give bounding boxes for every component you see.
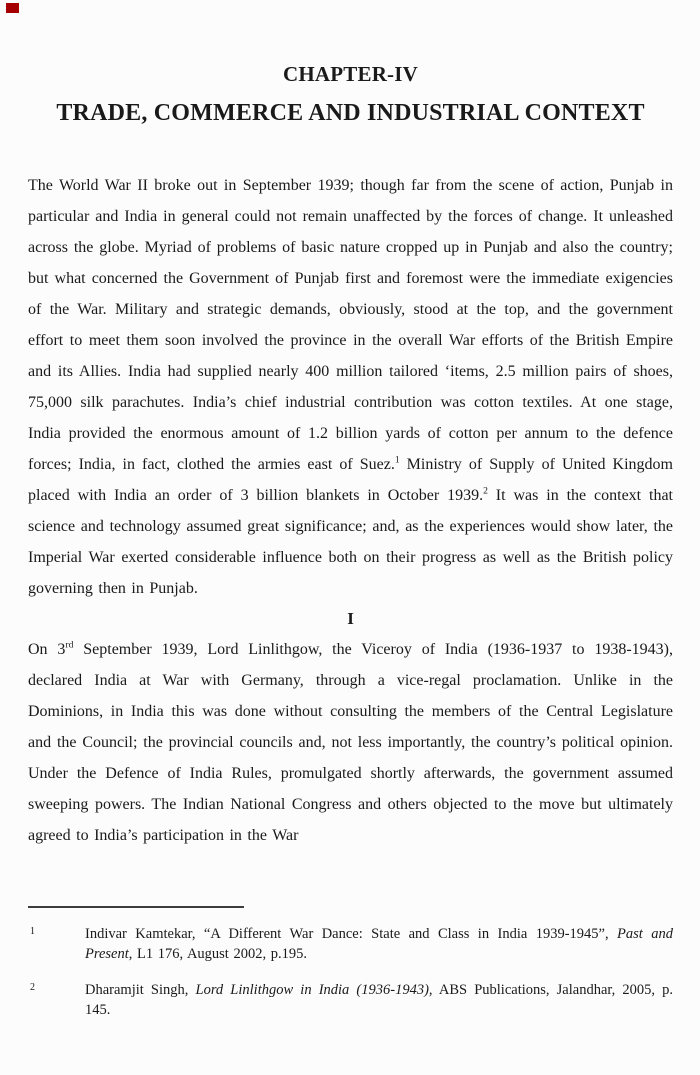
footnote-marker: 2 (30, 982, 35, 993)
text-segment: On 3 (28, 641, 66, 658)
text-segment: It was in the context that science and technology assumed great significance; and, as the experiences would show later, the Imperial War exerted considerable influence both on their progress as well as the British policy governing then in Punjab. (28, 487, 673, 597)
italic-text: Past and Present (85, 926, 673, 962)
superscript-text: 1 (394, 454, 400, 466)
text-segment: , L1 176, August 2002, p.195. (128, 945, 307, 962)
text-segment: , ABS Publications, Jalandhar, 2005, p. 145. (85, 982, 674, 1018)
footnote-text (85, 926, 673, 962)
footnote-text (85, 982, 673, 1018)
footnote-separator (28, 906, 244, 908)
text-segment: The World War II broke out in September 1939; though far from the scene of action, Punjab in particular and India in general could not remain unaffected by the forces of change. It unleashed across the globe. Myriad of problems of basic nature cropped up in Punjab and also the country; but what concerned the Government of Punjab first and foremost were the immediate exigencies of the War. Military and strategic demands, obviously, stood at the top, and the government effort to meet them soon involved the province in the overall War efforts of the British Empire and its Allies. India had supplied nearly 400 million tailored ‘items, 2.5 million pairs of shoes, 75,000 silk parachutes. India’s chief industrial contribution was cotton textiles. At one stage, India provided the enormous amount of 1.2 billion yards of cotton per annum to the defence forces; India, in fact, clothed the armies east of Suez. (28, 177, 673, 473)
paragraph-1 (28, 170, 673, 604)
footnote-list (28, 925, 673, 1020)
italic-text: Lord Linlithgow in India (1936-1943) (195, 982, 429, 998)
footnote-area (28, 906, 673, 1020)
footnote (28, 925, 673, 964)
superscript-text: 2 (483, 485, 488, 497)
paragraph-2 (28, 634, 673, 851)
superscript-text: rd (65, 639, 74, 651)
chapter-title: TRADE, COMMERCE AND INDUSTRIAL CONTEXT (56, 100, 645, 126)
text-segment: Dharamjit Singh, (85, 982, 196, 998)
text-segment: September 1939, Lord Linlithgow, the Viceroy of India (1936-1937 to 1938-1943), declared India at War with Germany, through a vice-regal proclamation. Unlike in the Dominions, in India this was done without consulting the members of the Central Legislature and the Council; the provincial councils and, not less importantly, the country’s political opinion. Under the Defence of India Rules, promulgated shortly afterwards, the government assumed sweeping powers. The Indian National Congress and others objected to the move but ultimately agreed to India’s participation in the War (28, 641, 673, 844)
corner-marker (6, 3, 19, 13)
text-segment: Ministry of Supply of United Kingdom placed with India an order of 3 billion blankets in October 1939. (28, 456, 674, 504)
chapter-heading: CHAPTER-IV (282, 62, 418, 86)
footnote-marker: 1 (30, 926, 35, 937)
text-segment: Indivar Kamtekar, “A Different War Dance: State and Class in India 1939-1945”, (85, 926, 618, 942)
section-marker: I (347, 609, 354, 628)
footnote (28, 981, 673, 1020)
